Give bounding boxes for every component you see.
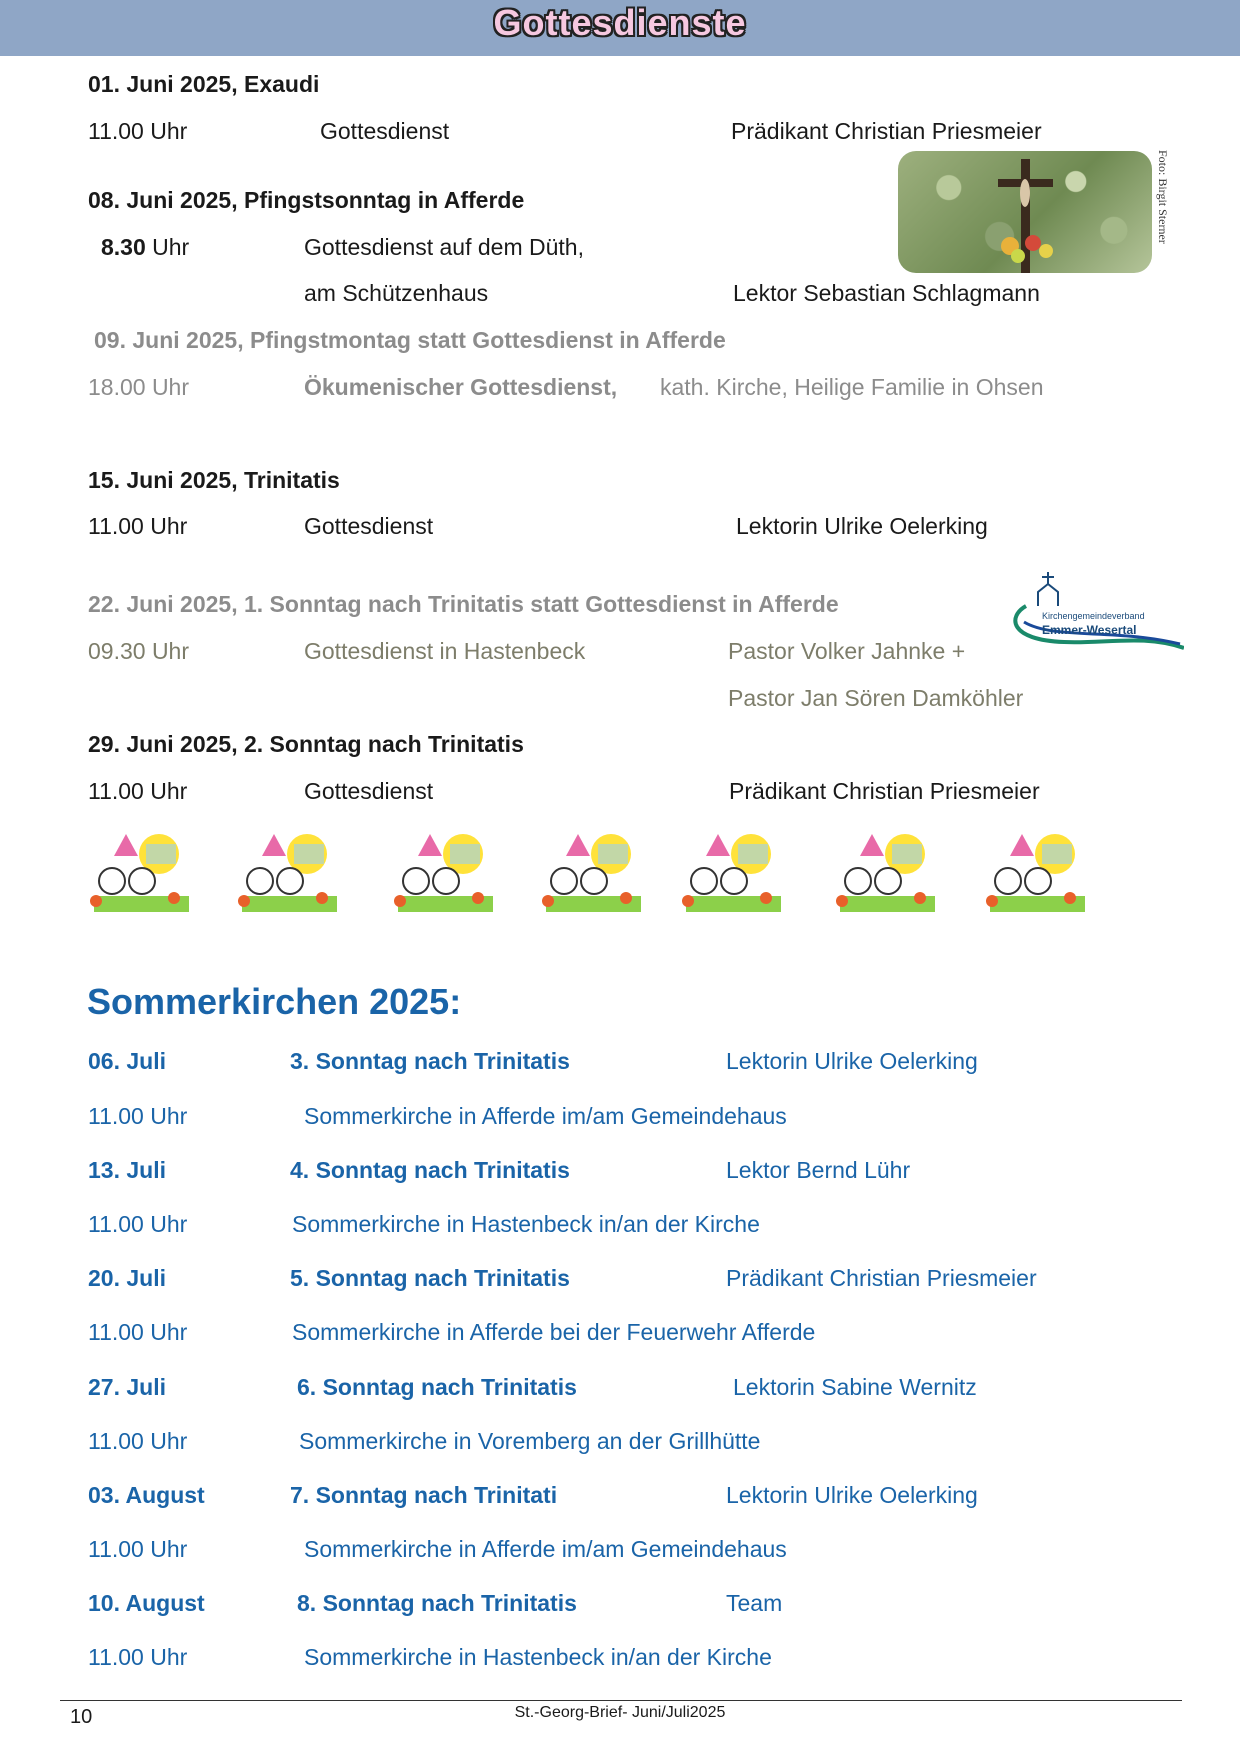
service-location: kath. Kirche, Heilige Familie in Ohsen xyxy=(660,374,1044,400)
service-event: Ökumenischer Gottesdienst, xyxy=(304,374,618,400)
service-event: Gottesdienst xyxy=(320,118,450,144)
children-illustration-icon xyxy=(388,826,498,916)
service-event-location: am Schützenhaus xyxy=(304,280,489,306)
service-leader: Prädikant Christian Priesmeier xyxy=(731,118,1042,144)
summer-time: 11.00 Uhr xyxy=(88,1211,188,1237)
service-event: Gottesdienst xyxy=(304,778,434,804)
summer-title: Sommerkirchen 2025: xyxy=(87,981,462,1022)
children-illustration-icon xyxy=(536,826,646,916)
service-time: 11.00 Uhr xyxy=(88,513,188,539)
summer-leader: Lektorin Ulrike Oelerking xyxy=(726,1048,978,1074)
summer-leader: Lektorin Sabine Wernitz xyxy=(733,1374,977,1400)
summer-description: Sommerkirche in Afferde im/am Gemeindehaus xyxy=(304,1536,787,1562)
summer-time: 11.00 Uhr xyxy=(88,1536,188,1562)
summer-description: Sommerkirche in Hastenbeck in/an der Kirche xyxy=(304,1644,772,1670)
summer-date: 10. August xyxy=(88,1590,205,1616)
children-illustration-icon xyxy=(84,826,194,916)
service-time: 09.30 Uhr xyxy=(88,638,190,664)
footer-divider xyxy=(60,1700,1182,1701)
logo-text-name: Emmer-Wesertal xyxy=(1042,623,1137,637)
children-illustration-icon xyxy=(676,826,786,916)
summer-sunday: 8. Sonntag nach Trinitatis xyxy=(297,1590,577,1616)
summer-leader: Lektor Bernd Lühr xyxy=(726,1157,911,1183)
summer-leader: Team xyxy=(726,1590,783,1616)
summer-leader: Lektorin Ulrike Oelerking xyxy=(726,1482,978,1508)
page-number: 10 xyxy=(70,1706,93,1728)
service-date: 29. Juni 2025, 2. Sonntag nach Trinitatis xyxy=(88,731,524,757)
summer-time: 11.00 Uhr xyxy=(88,1103,188,1129)
page-title: Gottesdienste xyxy=(493,2,747,43)
summer-description: Sommerkirche in Afferde im/am Gemeindehaus xyxy=(304,1103,787,1129)
service-event: Gottesdienst auf dem Düth, xyxy=(304,234,584,260)
service-time: 11.00 Uhr xyxy=(88,118,188,144)
service-time-hour: 8.30 xyxy=(101,234,146,260)
summer-sunday: 4. Sonntag nach Trinitatis xyxy=(290,1157,570,1183)
children-illustration-icon xyxy=(232,826,342,916)
summer-description: Sommerkirche in Voremberg an der Grillhütte xyxy=(299,1428,761,1454)
logo-text-small: Kirchengemeindeverband xyxy=(1042,611,1145,621)
footer-text: St.-Georg-Brief- Juni/Juli2025 xyxy=(514,1704,726,1721)
summer-date: 20. Juli xyxy=(88,1265,166,1291)
service-date: 15. Juni 2025, Trinitatis xyxy=(88,467,340,493)
photo-caption: Foto: Birgit Sterner xyxy=(1156,150,1170,244)
service-time-unit: Uhr xyxy=(145,234,190,260)
service-leader: Prädikant Christian Priesmeier xyxy=(729,778,1040,804)
service-date: 01. Juni 2025, Exaudi xyxy=(88,71,320,97)
summer-date: 13. Juli xyxy=(88,1157,166,1183)
service-date: 09. Juni 2025, Pfingstmontag statt Gottesdienst in Afferde xyxy=(94,327,726,353)
service-date: 08. Juni 2025, Pfingstsonntag in Afferde xyxy=(88,187,525,213)
summer-sunday: 3. Sonntag nach Trinitatis xyxy=(290,1048,570,1074)
crucifix-photo xyxy=(898,151,1152,273)
summer-time: 11.00 Uhr xyxy=(88,1644,188,1670)
summer-sunday: 6. Sonntag nach Trinitatis xyxy=(297,1374,577,1400)
summer-time: 11.00 Uhr xyxy=(88,1428,188,1454)
summer-sunday: 7. Sonntag nach Trinitati xyxy=(290,1482,558,1508)
service-leader-second: Pastor Jan Sören Damköhler xyxy=(728,685,1024,711)
service-date: 22. Juni 2025, 1. Sonntag nach Trinitatis statt Gottesdienst in Afferde xyxy=(88,591,839,617)
children-illustration-icon xyxy=(980,826,1090,916)
service-leader: Lektorin Ulrike Oelerking xyxy=(736,513,988,539)
crucifix-icon xyxy=(898,151,1152,273)
summer-sunday: 5. Sonntag nach Trinitatis xyxy=(290,1265,570,1291)
summer-date: 06. Juli xyxy=(88,1048,166,1074)
service-time xyxy=(101,233,189,261)
children-illustration-icon xyxy=(830,826,940,916)
summer-time: 11.00 Uhr xyxy=(88,1319,188,1345)
service-time: 18.00 Uhr xyxy=(88,374,190,400)
summer-description: Sommerkirche in Afferde bei der Feuerwehr Afferde xyxy=(292,1319,816,1345)
summer-leader: Prädikant Christian Priesmeier xyxy=(726,1265,1037,1291)
service-leader: Lektor Sebastian Schlagmann xyxy=(733,280,1040,306)
service-leader: Pastor Volker Jahnke + xyxy=(728,638,966,664)
summer-description: Sommerkirche in Hastenbeck in/an der Kirche xyxy=(292,1211,760,1237)
summer-date: 27. Juli xyxy=(88,1374,166,1400)
service-event: Gottesdienst xyxy=(304,513,434,539)
summer-date: 03. August xyxy=(88,1482,205,1508)
service-event: Gottesdienst in Hastenbeck xyxy=(304,638,586,664)
service-time: 11.00 Uhr xyxy=(88,778,188,804)
